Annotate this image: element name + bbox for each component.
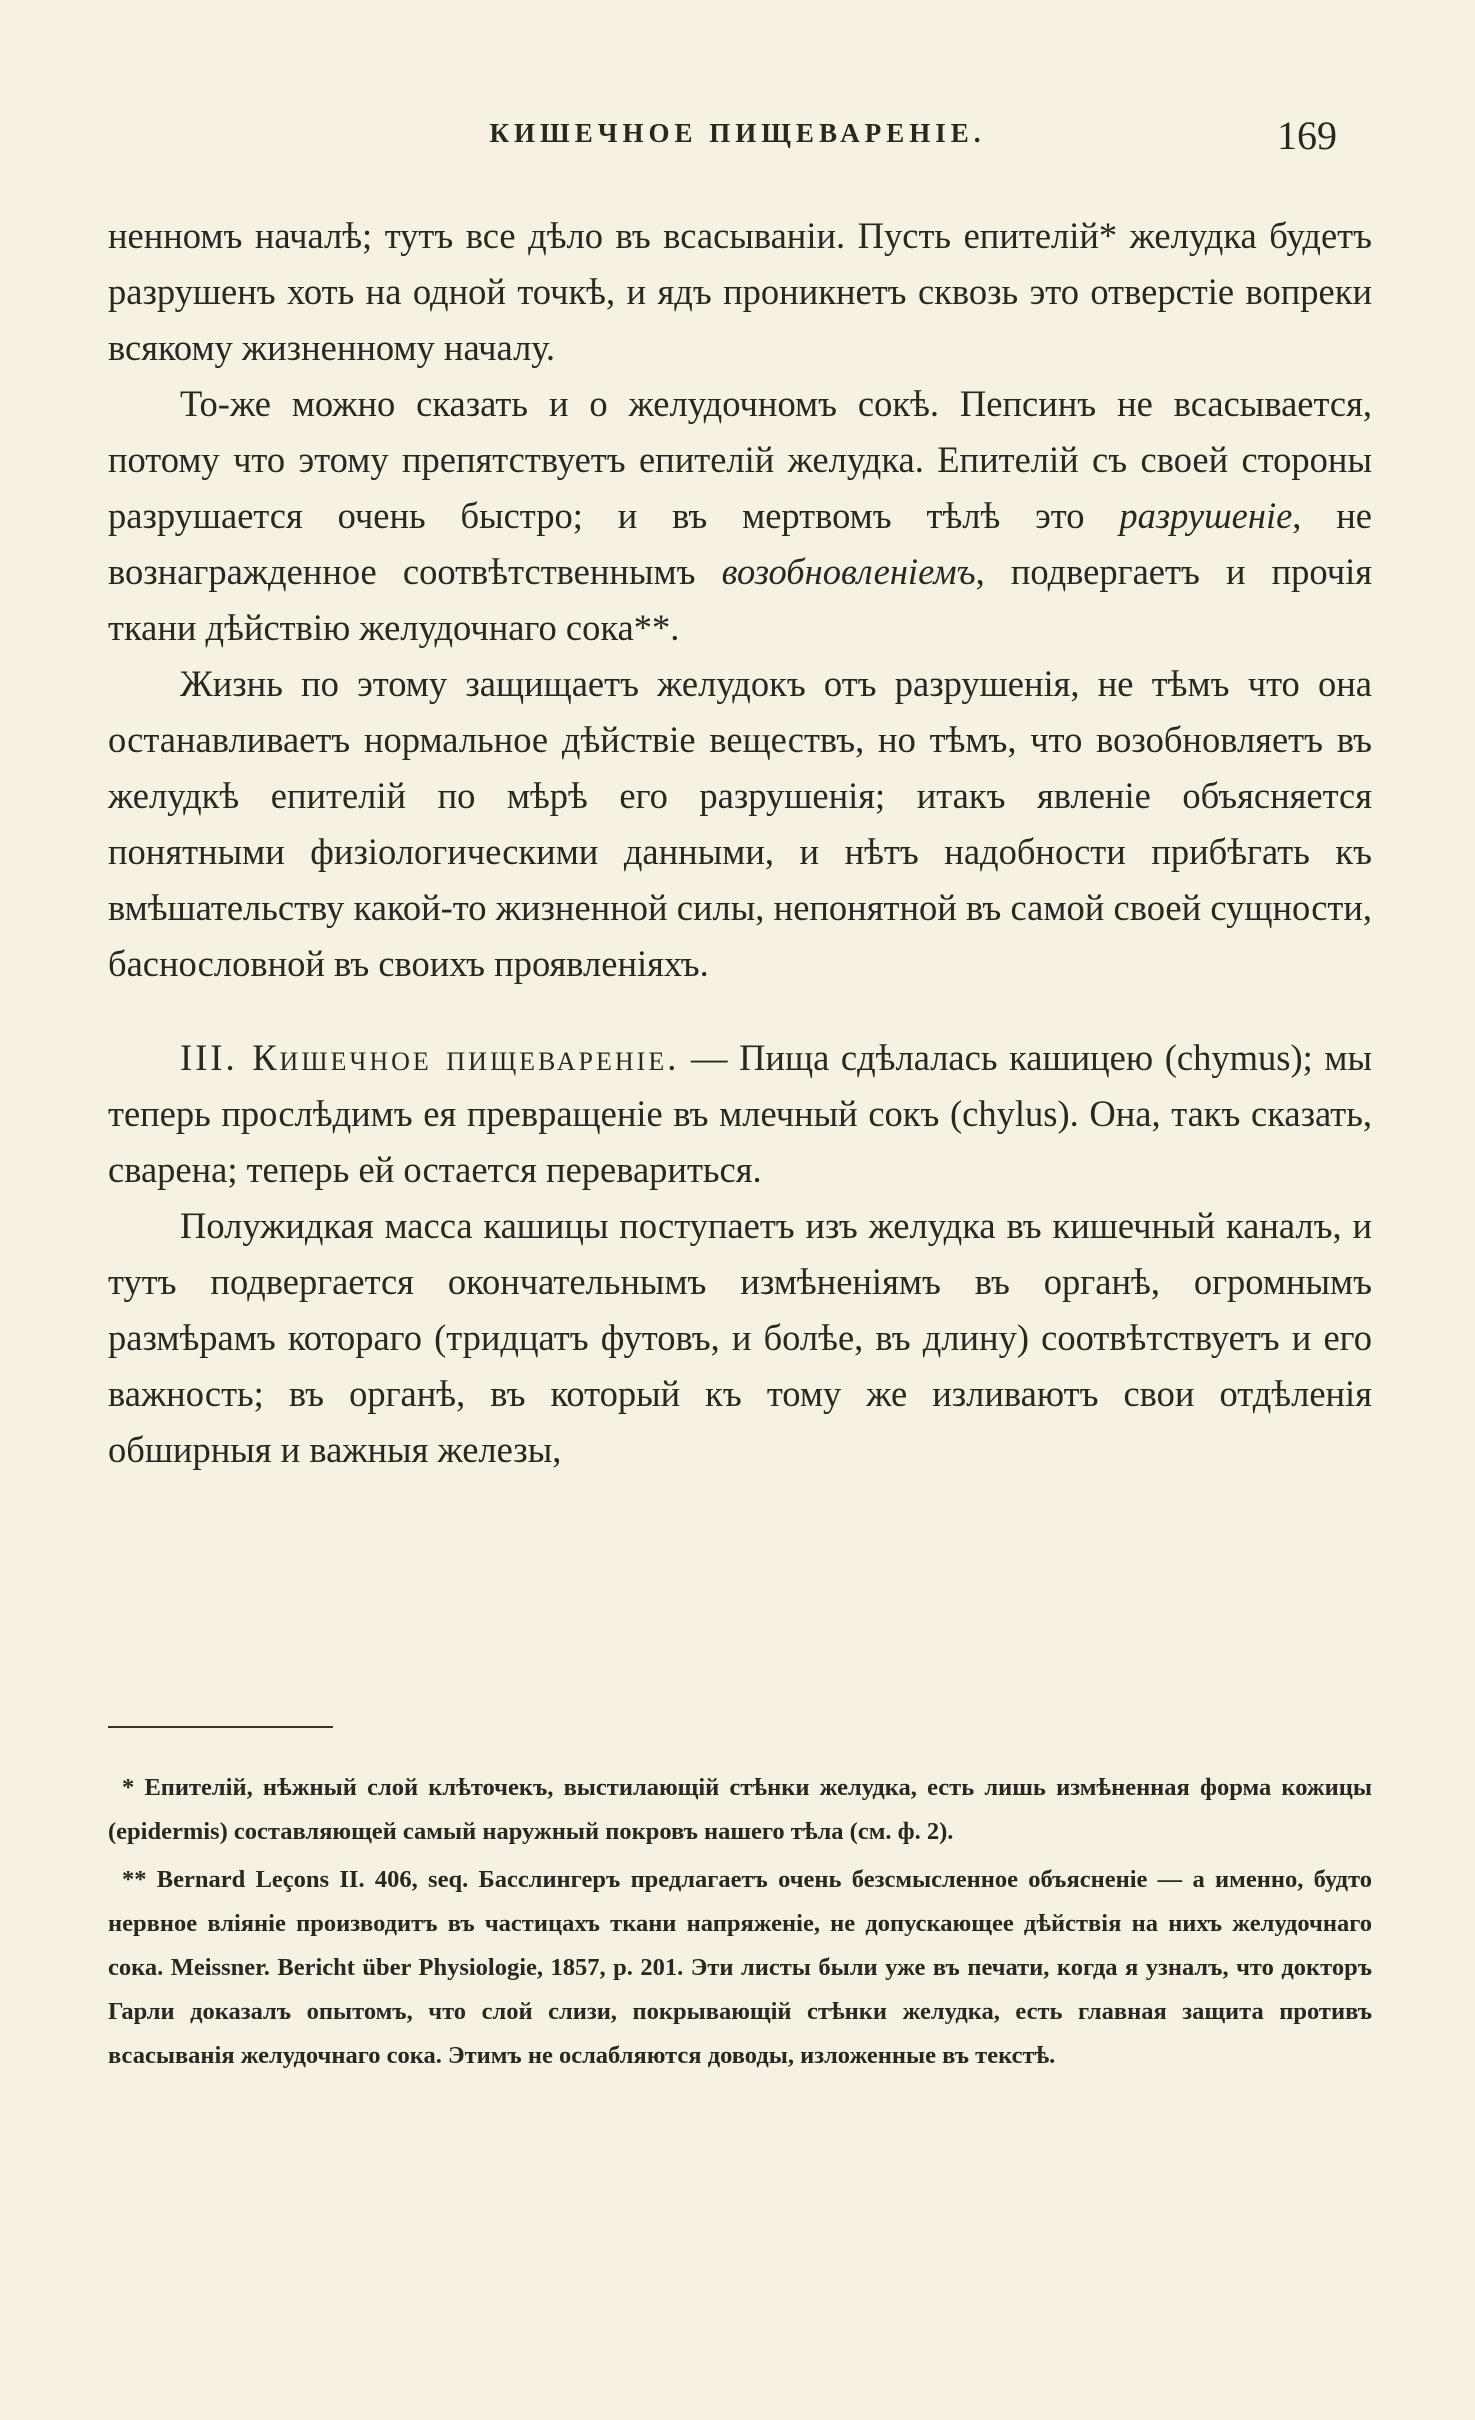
running-title: КИШЕЧНОЕ ПИЩЕВАРЕНІЕ. xyxy=(489,118,986,148)
paragraph-2-text-b: , не вознагражденное соотвѣтственнымъ xyxy=(108,495,1373,592)
paragraph-1: ненномъ началѣ; тутъ все дѣло въ всасываніи. Пусть епителій* желудка будетъ разрушенъ хоть на одной точкѣ, и ядъ проникнетъ сквозь это отверстіе вопреки всякому жизненному началу. xyxy=(108,215,1372,368)
paragraph-4 xyxy=(108,1030,1372,1198)
body-text xyxy=(108,208,1372,1478)
paragraph-3: Жизнь по этому защищаетъ желудокъ отъ разрушенія, не тѣмъ что она останавливаетъ нормальное дѣйствіе веществъ, но тѣмъ, что возобновляетъ въ желудкѣ епителій по мѣрѣ его разрушенія; итакъ явленіе объясняется понятными физіологическими данными, и нѣтъ надобности прибѣгать къ вмѣшательству какой-то жизненной силы, непонятной въ самой своей сущности, баснословной въ своихъ проявленіяхъ. xyxy=(108,663,1372,984)
paragraph-2-text-a: То-же можно сказать и о желудочномъ сокѣ. Пепсинъ не всасывается, потому что этому препятствуетъ епителій желудка. Епителій съ своей стороны разрушается очень быстро; и въ мертвомъ тѣлѣ это xyxy=(108,383,1372,536)
emphasis-renewal: возобновленіемъ xyxy=(721,551,976,592)
emphasis-destruction: разрушеніе xyxy=(1119,495,1293,536)
footnote-divider xyxy=(108,1726,333,1728)
section-heading: III. Кишечное пищевареніе. xyxy=(180,1037,680,1078)
footnotes xyxy=(108,1766,1372,2082)
paragraph-5: Полужидкая масса кашицы поступаетъ изъ желудка въ кишечный каналъ, и тутъ подвергается окончательнымъ измѣненіямъ въ органѣ, огромнымъ размѣрамъ котораго (тридцатъ футовъ, и болѣе, въ длину) соотвѣтствуетъ и его важность; въ органѣ, въ который къ тому же изливаютъ свои отдѣленія обширныя и важныя железы, xyxy=(108,1205,1372,1470)
paragraph-2 xyxy=(108,376,1372,656)
footnote-1: * Епителій, нѣжный слой клѣточекъ, выстилающій стѣнки желудка, есть лишь измѣненная форма кожицы (epidermis) составляющей самый наружный покровъ нашего тѣла (см. ф. 2). xyxy=(108,1774,1372,1845)
footnote-2: ** Bernard Leçons II. 406, seq. Басслингеръ предлагаетъ очень безсмысленное объясненіе — а именно, будто нервное вліяніе производитъ въ частицахъ ткани напряженіе, не допускающее дѣйствія на нихъ желудочнаго сока. Meissner. Bericht über Physiologie, 1857, p. 201. Эти листы были уже въ печати, когда я узналъ, что докторъ Гарли доказалъ опытомъ, что слой слизи, покрывающій стѣнки желудка, есть главная защита противъ всасыванія желудочнаго сока. Этимъ не ослабляются доводы, изложенные въ текстѣ. xyxy=(108,1866,1372,2069)
page-number: 169 xyxy=(1277,113,1337,158)
paragraph-4-text: — Пища сдѣлалась кашицею (chymus); мы теперь прослѣдимъ ея превращеніе въ млечный сокъ (chylus). Она, такъ сказать, сварена; теперь ей остается перевариться. xyxy=(108,1037,1372,1190)
paragraph-2-text-c: , подвергаетъ и прочія ткани дѣйствію желудочнаго сока**. xyxy=(108,551,1372,648)
page-header xyxy=(108,112,1367,162)
